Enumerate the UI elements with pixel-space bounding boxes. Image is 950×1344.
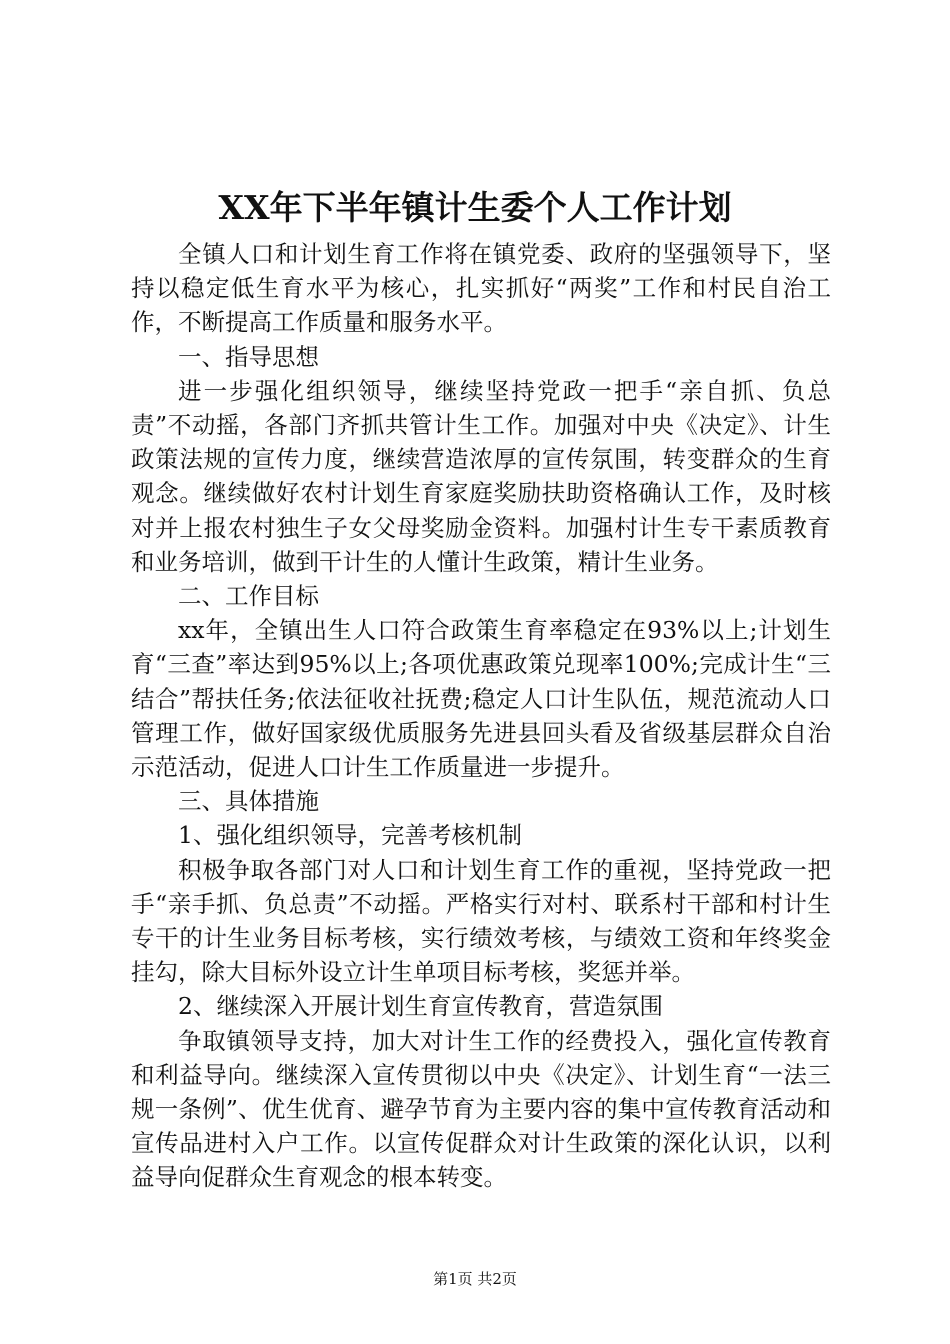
section-heading-specific-measures: 三、具体措施: [178, 787, 319, 816]
document-title: XX年下半年镇计生委个人工作计划: [218, 188, 732, 227]
subsection-paragraph-organization: 积极争取各部门对人口和计划生育工作的重视，坚持党政一把手“亲手抓、负总责”不动摇。严格实行对村、联系村干部和村计生专干的计生业务目标考核，实行绩效考核，与绩效工资和年终奖金挂勾，除大目标外设立计生单项目标考核，奖惩并举。: [131, 855, 831, 987]
section-paragraph-guiding-ideology: 进一步强化组织领导，继续坚持党政一把手“亲自抓、负总责”不动摇，各部门齐抓共管计生工作。加强对中央《决定》、计生政策法规的宣传力度，继续营造浓厚的宣传氛围，转变群众的生育观念。继续做好农村计划生育家庭奖励扶助资格确认工作，及时核对并上报农村独生子女父母奖励金资料。加强村计生专干素质教育和业务培训，做到干计生的人懂计生政策，精计生业务。: [131, 376, 831, 576]
section-heading-guiding-ideology: 一、指导思想: [178, 342, 319, 371]
page-number-footer: 第1页 共2页: [433, 1270, 517, 1288]
subsection-paragraph-publicity: 争取镇领导支持，加大对计生工作的经费投入，强化宣传教育和利益导向。继续深入宣传贯彻以中央《决定》、计划生育“一法三规一条例”、优生优育、避孕节育为主要内容的集中宣传教育活动和宣传品进村入户工作。以宣传促群众对计生政策的深化认识，以利益导向促群众生育观念的根本转变。: [131, 1026, 831, 1192]
document-body: [131, 237, 831, 1195]
intro-paragraph: 全镇人口和计划生育工作将在镇党委、政府的坚强领导下，坚持以稳定低生育水平为核心，扎实抓好“两奖”工作和村民自治工作，不断提高工作质量和服务水平。: [131, 240, 831, 337]
section-heading-work-goals: 二、工作目标: [178, 582, 319, 611]
subsection-heading-organization: 1、强化组织领导，完善考核机制: [178, 821, 522, 850]
section-paragraph-work-goals: xx年，全镇出生人口符合政策生育率稳定在93%以上;计划生育“三查”率达到95%以上;各项优惠政策兑现率100%;完成计生“三结合”帮扶任务;依法征收社抚费;稳定人口计生队伍，规范流动人口管理工作，做好国家级优质服务先进县回头看及省级基层群众自治示范活动，促进人口计生工作质量进一步提升。: [131, 616, 831, 782]
subsection-heading-publicity: 2、继续深入开展计划生育宣传教育，营造氛围: [178, 992, 663, 1021]
